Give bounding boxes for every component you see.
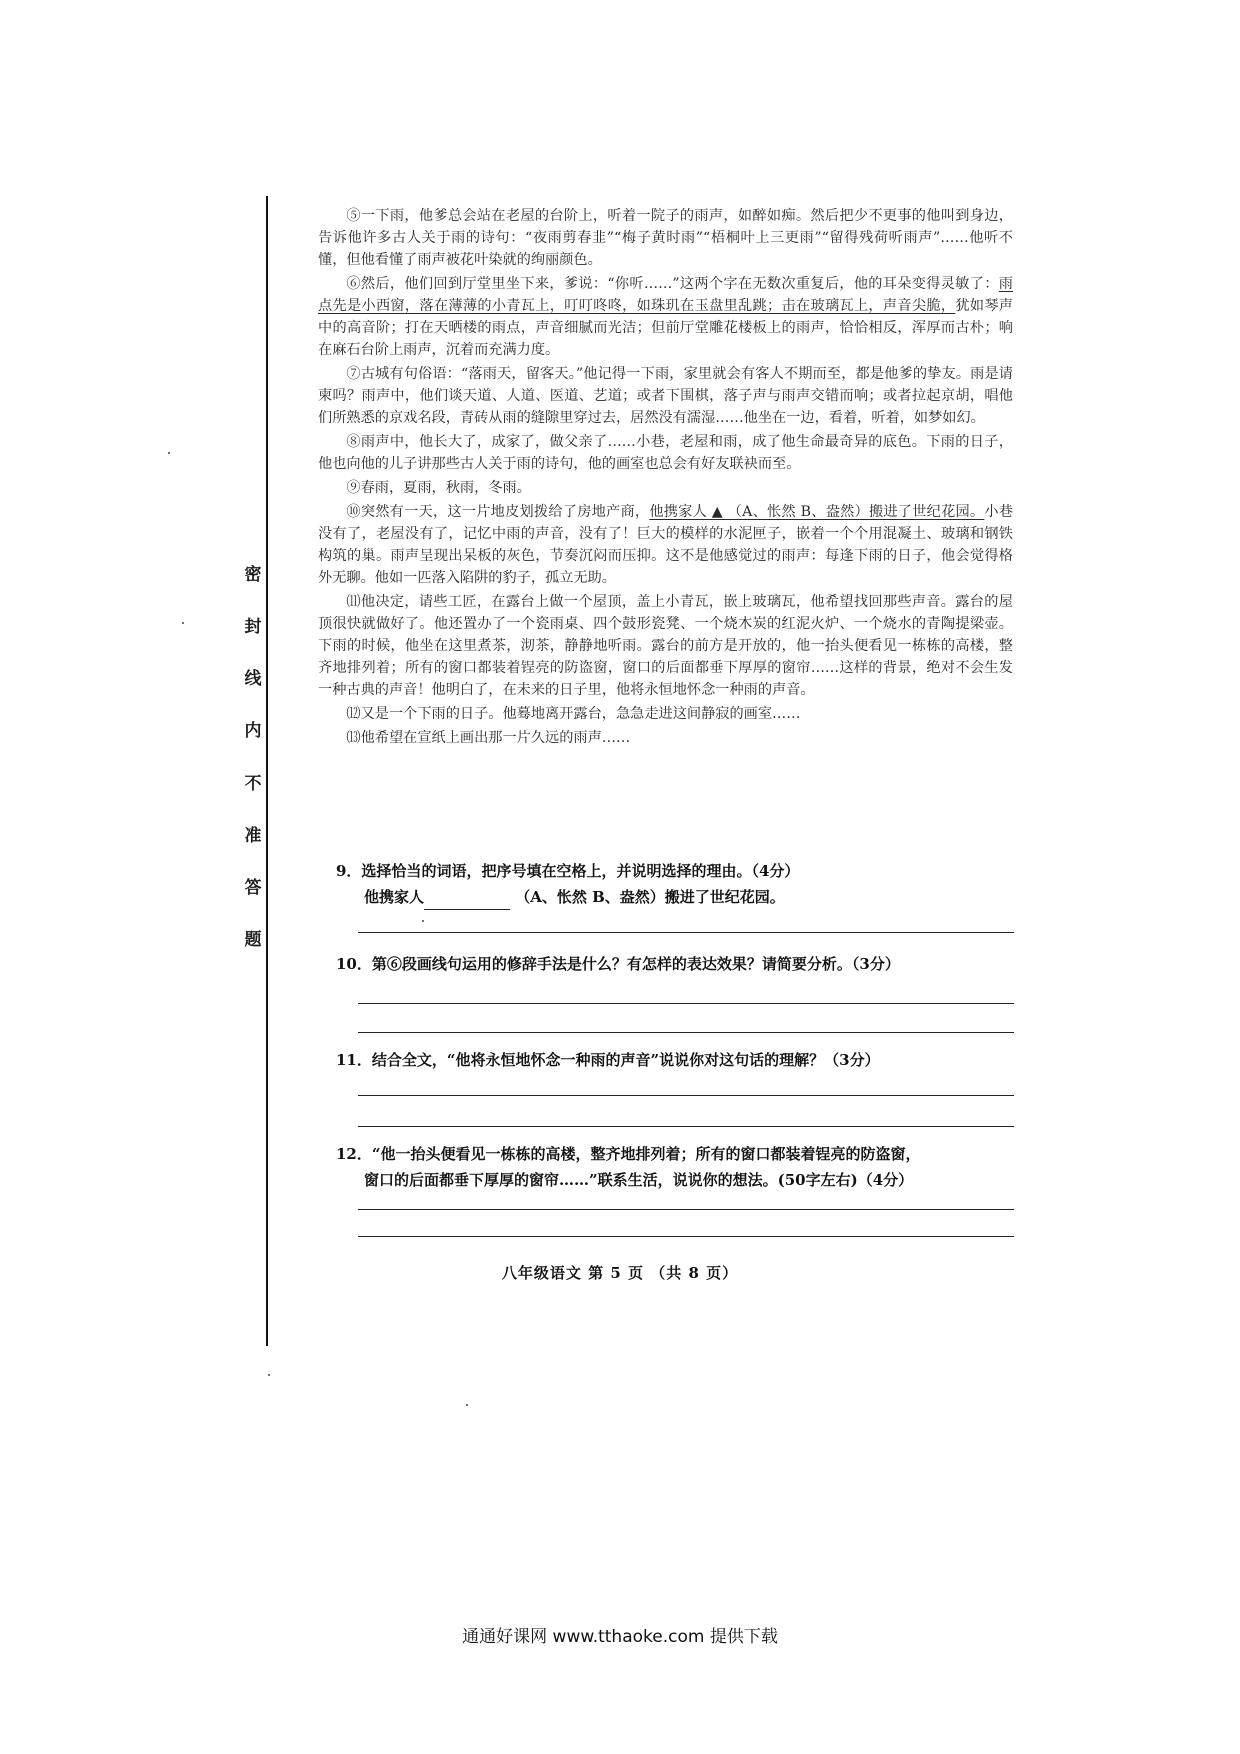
answer-line[interactable] — [358, 1126, 1014, 1127]
paragraph-6 — [318, 273, 1013, 361]
paragraph-6-rest: 犹如琴声中的高音阶；打在天晒楼的雨点，声音细腻而光洁；但前厅堂雕花楼板上的雨声，恰恰相反，浑厚而古朴；响在麻石台阶上雨声，沉着而充满力度。 — [318, 298, 1013, 358]
paragraph-5: ⑤一下雨，他爹总会站在老屋的台阶上，听着一院子的雨声，如醉如痴。然后把少不更事的他叫到身边，告诉他许多古人关于雨的诗句：“夜雨剪春韭”“梅子黄时雨”“梧桐叶上三更雨”“留得残荷听雨声”……他听不懂，但他看懂了雨声被花叶染就的绚丽颜色。 — [318, 208, 1013, 268]
paragraph-6-intro: ⑥然后，他们回到厅堂里坐下来，爹说：“你听……”这两个字在无数次重复后，他的耳朵变得灵敏了： — [346, 276, 999, 292]
fill-blank[interactable] — [424, 891, 510, 910]
answer-line[interactable] — [358, 1095, 1014, 1096]
page-number: 八年级语文 第 5 页 （共 8 页） — [501, 1264, 739, 1282]
question-9-fill-line — [336, 884, 1014, 910]
underlined-sentence: 雨点先是小西窗，落在薄薄的小青瓦上，叮叮咚咚，如珠玑在玉盘里乱跳；击在玻璃瓦上，声音尖脆， — [318, 276, 1013, 314]
fill-prefix: 他携家人 — [364, 888, 425, 906]
answer-line[interactable] — [358, 1236, 1014, 1237]
binding-char: 题 — [244, 929, 262, 950]
binding-char: 内 — [244, 721, 262, 742]
paragraph-13: ⒀他希望在宣纸上画出那一片久远的雨声…… — [346, 730, 631, 746]
paragraph-7: ⑦古城有句俗语：“落雨天，留客天。”他记得一下雨，家里就会有客人不期而至，都是他爹的挚友。雨是请柬吗？雨声中，他们谈天道、人道、医道、艺道；或者下围棋，落子声与雨声交错而响；或者拉起京胡，唱他们所熟悉的京戏名段，青砖从雨的缝隙里穿过去，居然没有濡湿……他坐在一边，看着，听着，如梦如幻。 — [318, 366, 1013, 426]
paragraph-10-rest: 小巷没有了，老屋没有了，记忆中雨的声音，没有了！巨大的模样的水泥匣子，嵌着一个个用混凝土、玻璃和钢铁构筑的巢。雨声呈现出呆板的灰色，节奏沉闷而压抑。这不是他感觉过的雨声：每逢下雨的日子，他会觉得格外无聊。他如一匹落入陷阱的豹子，孤立无助。 — [318, 504, 1013, 586]
scan-speck — [466, 1404, 468, 1406]
binding-char: 不 — [244, 773, 262, 794]
paragraph-9: ⑨春雨，夏雨，秋雨，冬雨。 — [346, 480, 531, 496]
answer-line[interactable] — [358, 932, 1014, 933]
paragraph-11: ⑾他决定，请些工匠，在露台上做一个屋顶，盖上小青瓦，嵌上玻璃瓦，他希望找回那些声音。露台的屋顶很快就做好了。他还置办了一个瓷雨桌、四个鼓形瓷凳、一个烧木炭的红泥火炉、一个烧水的青陶提梁壶。下雨的时候，他坐在这里煮茶，沏茶，静静地听雨。露台的前方是开放的，他一抬头便看见一栋栋的高楼，整齐地排列着；所有的窗口都装着锃亮的防盗窗，窗口的后面都垂下厚厚的窗帘……这样的背景，绝对不会生发一种古典的声音！他明白了，在未来的日子里，他将永恒地怀念一种雨的声音。 — [318, 594, 1013, 698]
source-watermark: 通通好课网 www.tthaoke.com 提供下载 — [462, 1627, 778, 1647]
binding-char: 答 — [244, 877, 262, 898]
binding-line — [266, 196, 268, 1346]
paragraph-12: ⑿又是一个下雨的日子。他蓦地离开露台，急急走进这间静寂的画室…… — [346, 706, 801, 722]
answer-line[interactable] — [358, 1032, 1014, 1033]
question-12: 12．“他一抬头便看见一栋栋的高楼，整齐地排列着；所有的窗口都装着锃亮的防盗窗， — [336, 1145, 921, 1163]
paragraph-8: ⑧雨声中，他长大了，成家了，做父亲了……小巷，老屋和雨，成了他生命最奇异的底色。下雨的日子，他也向他的儿子讲那些古人关于雨的诗句，他的画室也总会有好友联袂而至。 — [318, 434, 1013, 472]
fill-suffix: （A、怅然 B、盎然）搬进了世纪花园。 — [515, 888, 785, 906]
paragraph-10-intro: ⑩突然有一天，这一片地皮划拨给了房地产商， — [346, 504, 650, 520]
scan-speck — [182, 622, 184, 624]
underlined-choice-sentence: 他携家人 ▲ （A、怅然 B、盎然）搬进了世纪花园。 — [649, 504, 985, 520]
paragraph-10 — [318, 501, 1013, 589]
binding-char: 密 — [244, 565, 262, 585]
binding-warning — [240, 560, 266, 950]
binding-char: 封 — [244, 617, 262, 638]
question-12-continued: 窗口的后面都垂下厚厚的窗帘……”联系生活，说说你的想法。(50字左右)（4分） — [364, 1171, 914, 1189]
question-9: 9．选择恰当的词语，把序号填在空格上，并说明选择的理由。（4分） — [336, 862, 800, 880]
question-section — [336, 858, 1014, 1237]
question-11: 11．结合全文，“他将永恒地怀念一种雨的声音”说说你对这句话的理解？（3分） — [336, 1051, 880, 1069]
binding-char: 线 — [244, 669, 262, 690]
scan-speck — [168, 452, 170, 454]
question-10: 10．第⑥段画线句运用的修辞手法是什么？有怎样的表达效果？请简要分析。（3分） — [336, 955, 900, 973]
scan-speck — [268, 1374, 270, 1376]
binding-char: 准 — [244, 825, 262, 846]
reading-passage — [318, 205, 1013, 751]
answer-line[interactable] — [358, 1003, 1014, 1004]
answer-line[interactable] — [358, 1209, 1014, 1210]
